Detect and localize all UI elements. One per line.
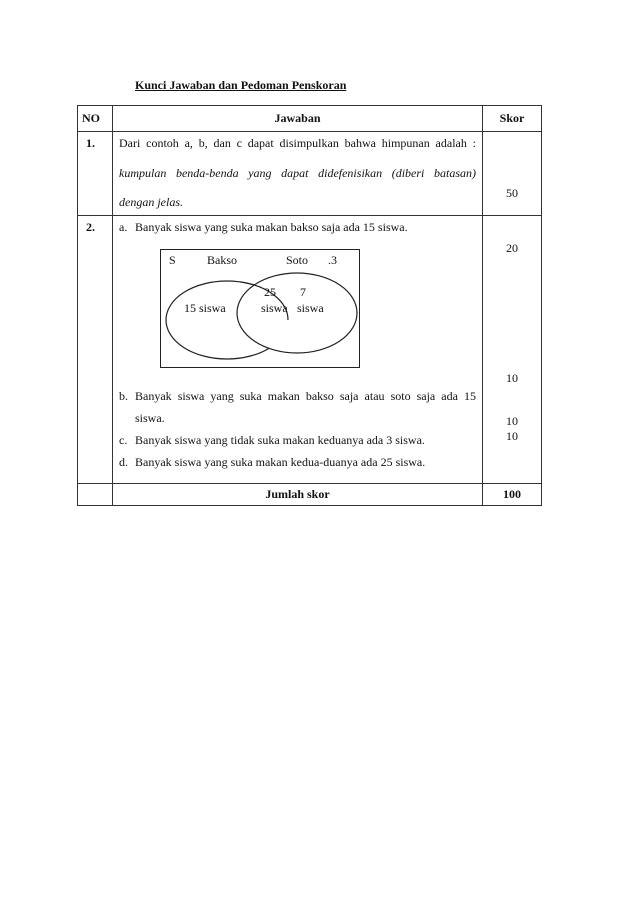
- only-soto-unit: siswa: [297, 301, 324, 315]
- outside-count: .3: [328, 253, 337, 267]
- item-label: d.: [119, 455, 128, 469]
- item-text: Banyak siswa yang suka makan bakso saja ada 15 siswa.: [135, 220, 408, 234]
- answer-key-table: [77, 105, 542, 506]
- header-score: Skor: [483, 106, 542, 132]
- set-b-label: Soto: [286, 253, 309, 267]
- answer-item-d: [119, 455, 476, 483]
- table-header-row: [78, 106, 542, 132]
- page-title: Kunci Jawaban dan Pedoman Penskoran: [135, 78, 347, 92]
- item-text: siswa.: [135, 411, 165, 425]
- answer-item-c: [119, 433, 476, 455]
- answer-text-line: Dari contoh a, b, dan c dapat disimpulkan bahwa himpunan adalah :: [119, 136, 476, 150]
- score-value: 10: [506, 429, 518, 443]
- both-unit: siswa: [261, 301, 288, 315]
- score-cell: [483, 216, 542, 484]
- answer-cell: [113, 216, 483, 484]
- both-count: 25: [264, 285, 276, 299]
- universe-label: S: [169, 253, 176, 267]
- score-cell: [483, 132, 542, 216]
- item-text: Banyak siswa yang suka makan bakso saja atau soto saja ada 15: [135, 389, 476, 403]
- answer-text-line: dengan jelas.: [119, 195, 183, 209]
- item-label: a.: [119, 220, 128, 234]
- total-empty-cell: [78, 484, 113, 506]
- row-number: 2.: [78, 216, 113, 484]
- only-soto-count: 7: [300, 285, 306, 299]
- answer-item-b: [119, 389, 476, 433]
- score-value: 10: [506, 371, 518, 385]
- answer-item-a: [119, 220, 476, 235]
- set-a-label: Bakso: [207, 253, 237, 267]
- row-number: 1.: [78, 132, 113, 216]
- score-value: 10: [506, 414, 518, 428]
- table-row: [78, 216, 542, 484]
- item-label: b.: [119, 389, 128, 403]
- score-value: 20: [506, 241, 518, 255]
- item-label: c.: [119, 433, 128, 447]
- total-row: [78, 484, 542, 506]
- total-score: 100: [483, 484, 542, 506]
- header-answer: Jawaban: [113, 106, 483, 132]
- item-text: Banyak siswa yang tidak suka makan keduanya ada 3 siswa.: [135, 433, 425, 447]
- table-row: [78, 132, 542, 216]
- header-no: NO: [78, 106, 113, 132]
- only-bakso-count: 15 siswa: [184, 301, 226, 315]
- item-text: Banyak siswa yang suka makan kedua-duanya ada 25 siswa.: [135, 455, 426, 469]
- venn-diagram: [160, 249, 360, 369]
- total-label: Jumlah skor: [113, 484, 483, 506]
- answer-text-line: kumpulan benda-benda yang dapat didefenisikan (diberi batasan): [119, 166, 476, 180]
- answer-cell: [113, 132, 483, 216]
- score-value: 50: [506, 186, 518, 200]
